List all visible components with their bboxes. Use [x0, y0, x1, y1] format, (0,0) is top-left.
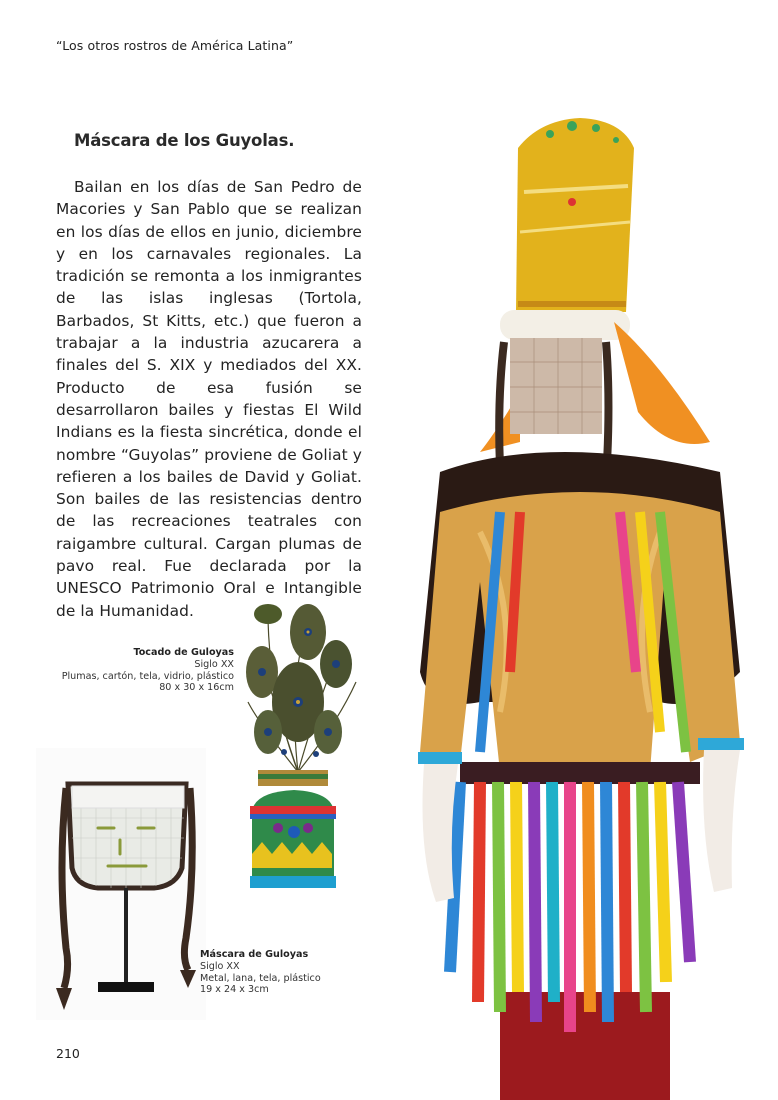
caption-mascara-title: Máscara de Guloyas: [200, 949, 309, 960]
caption-tocado-materials: Plumas, cartón, tela, vidrio, plástico: [61, 670, 234, 682]
running-head: “Los otros rostros de América Latina”: [56, 38, 294, 53]
article-title: Máscara de los Guyolas.: [74, 131, 295, 150]
caption-tocado: [34, 647, 234, 694]
caption-tocado-period: Siglo XX: [194, 658, 234, 670]
caption-mascara: [200, 949, 360, 996]
article-body: Bailan en los días de San Pedro de Macories y San Pablo que se realizan en los días de ellos en junio, diciembre y en los carnavales regionales. La tradición se remonta a los inmigrantes de las islas inglesas (Tortola, Barbados, St Kitts, etc.) que fueron a trabajar a la industria azucarera a finales del S. XIX y mediados del XX. Producto de esa fusión se desarrollaron bailes y fiestas El Wild Indians es la fiesta sincrética, donde el nombre “Guyolas” proviene de Goliat y refieren a los bailes de David y Goliat. Son bailes de las resistencias dentro de las recreaciones teatrales con raigambre cultural. Cargan plumas de pavo real. Fue declarada por la UNESCO Patrimonio Oral e Intangible de la Humanidad.: [56, 178, 362, 620]
headdress-photo: [228, 592, 368, 902]
caption-mascara-dimensions: 19 x 24 x 3cm: [200, 984, 269, 996]
caption-mascara-period: Siglo XX: [200, 960, 240, 972]
caption-tocado-title: Tocado de Guloyas: [133, 647, 234, 658]
mask-photo: [36, 748, 206, 1020]
page-number: 210: [56, 1046, 80, 1061]
caption-mascara-materials: Metal, lana, tela, plástico: [200, 972, 321, 984]
costume-photo: [400, 112, 760, 1100]
caption-tocado-dimensions: 80 x 30 x 16cm: [159, 682, 234, 694]
